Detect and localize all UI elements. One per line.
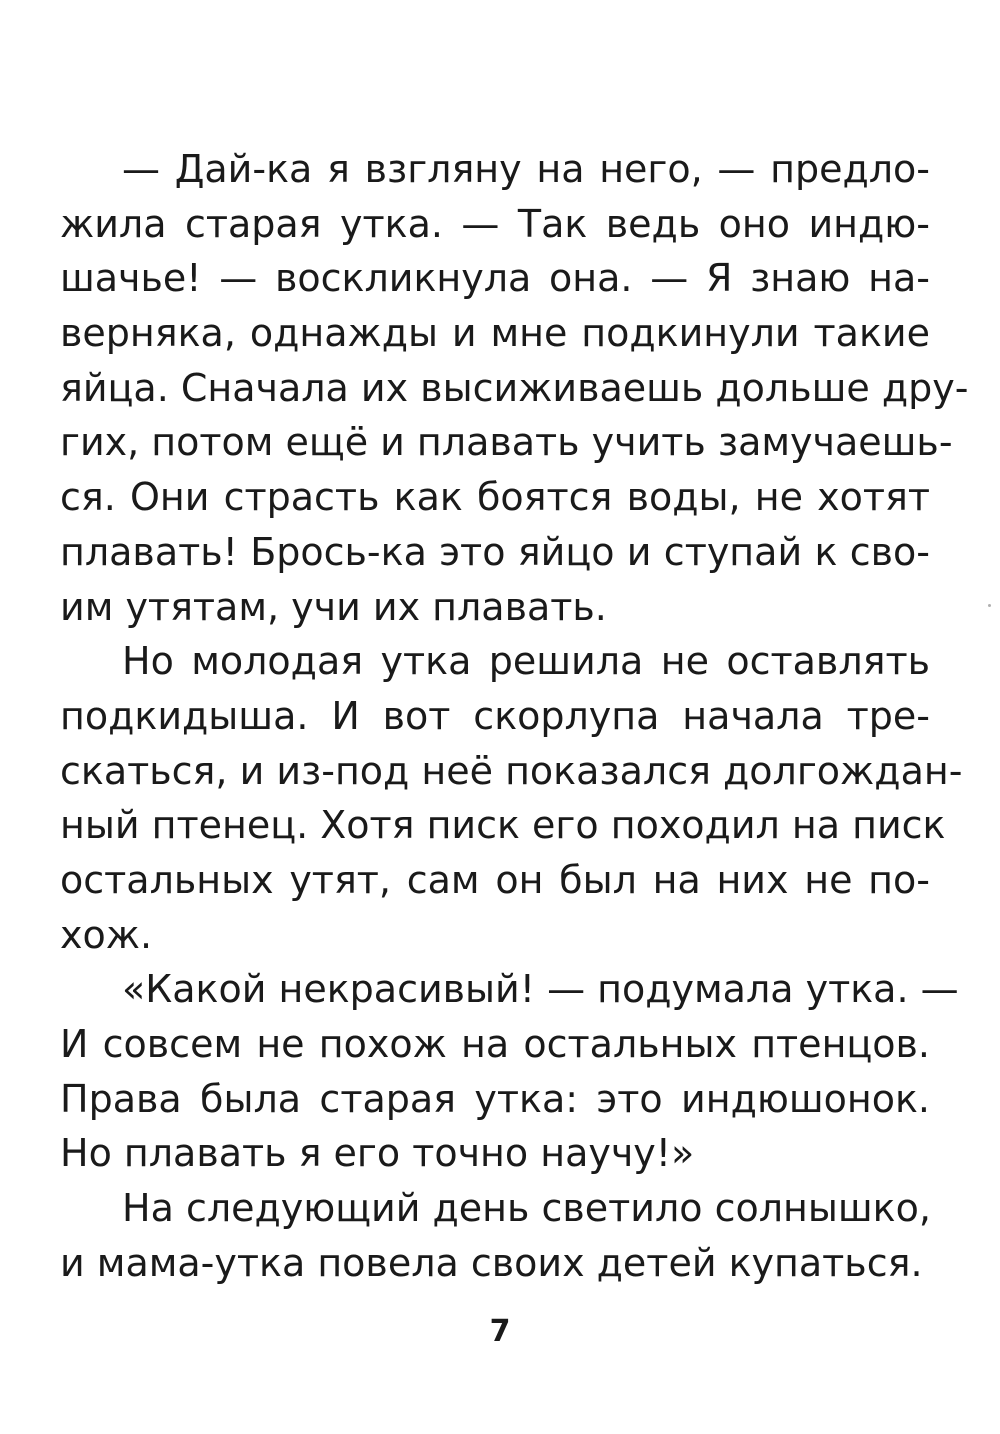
text-line: плавать! Брось-ка это яйцо и ступай к сво- — [60, 529, 930, 574]
text-line: и мама-утка повела своих детей купаться. — [60, 1240, 923, 1285]
text-line: На следующий день светило солнышко, — [122, 1186, 931, 1231]
text-line: яйца. Сначала их высиживаешь дольше дру- — [60, 365, 969, 410]
text-line: Но плавать я его точно научу!» — [60, 1131, 695, 1176]
text-line: гих, потом ещё и плавать учить замучаешь- — [60, 420, 953, 465]
page-number: 7 — [489, 1314, 511, 1349]
text-line: верняка, однажды и мне подкинули такие — [60, 311, 930, 356]
text-line: подкидыша. И вот скорлупа начала тре- — [60, 693, 930, 738]
text-line: остальных утят, сам он был на них не по- — [60, 857, 930, 902]
text-line: ный птенец. Хотя писк его походил на писк — [60, 803, 946, 848]
text-line: Но молодая утка решила не оставлять — [122, 639, 930, 684]
text-line: шачье! — воскликнула она. — Я знаю на- — [60, 256, 930, 301]
text-line: скаться, и из-под неё показался долгождан- — [60, 748, 963, 793]
text-line: хож. — [60, 912, 153, 957]
text-line: Права была старая утка: это индюшонок. — [60, 1076, 930, 1121]
story-text — [60, 142, 969, 1290]
text-line: И совсем не похож на остальных птенцов. — [60, 1022, 930, 1066]
text-line: «Какой некрасивый! — подумала утка. — — [122, 967, 959, 1012]
text-line: ся. Они страсть как боятся воды, не хотят — [60, 475, 930, 520]
text-line: — Дай-ка я взгляну на него, — предло- — [122, 147, 930, 191]
scan-speck — [988, 604, 991, 607]
text-line: жила старая утка. — Так ведь оно индю- — [60, 201, 930, 246]
text-line: им утятам, учи их плавать. — [60, 584, 607, 629]
